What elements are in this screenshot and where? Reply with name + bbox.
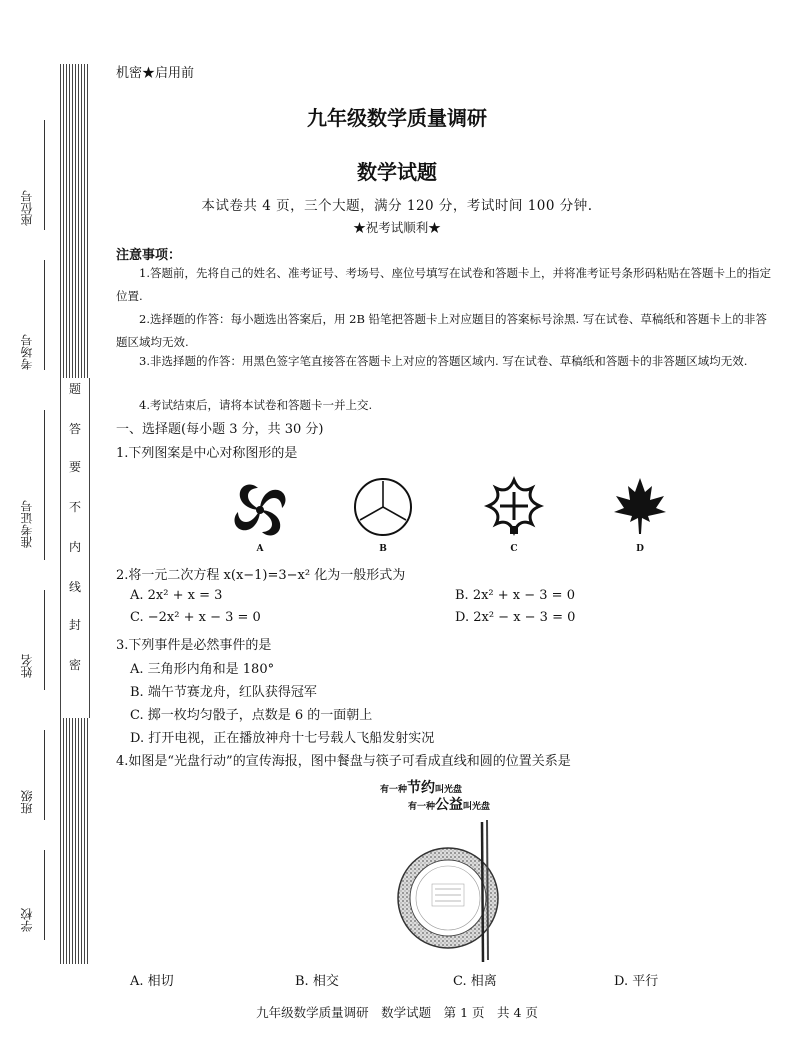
question-4-stem: 4.如图是“光盘行动”的宣传海报，图中餐盘与筷子可看成直线和圆的位置关系是 [116, 754, 571, 769]
option-d[interactable]: D. 平行 [614, 974, 659, 989]
note-item: 2.选择题的作答：每小题选出答案后，用 2B 铅笔把答题卡上对应题目的答案标号涂黑. 写在试卷、草稿纸和答题卡上的非答题区域均无效. [116, 312, 767, 349]
seal-char: 答 [68, 422, 81, 436]
confidential-mark: 机密★启用前 [116, 66, 195, 81]
seal-char: 封 [68, 618, 81, 632]
ticket-number-field[interactable] [44, 410, 45, 560]
class-field[interactable] [44, 730, 45, 820]
option-b[interactable]: B. 2x² + x − 3 = 0 [455, 588, 575, 603]
option-b[interactable]: B. 相交 [295, 974, 339, 989]
name-label: 姓名 [20, 654, 34, 678]
option-c[interactable]: C. −2x² + x − 3 = 0 [130, 610, 261, 625]
question-2-stem: 2.将一元二次方程 x(x−1)=3−x² 化为一般形式为 [116, 568, 406, 583]
option-a[interactable]: A. 2x² + x = 3 [130, 588, 223, 603]
poster-line-2: 有一种公益叫光盘 [408, 797, 491, 813]
note-item: 4.考试结束后，请将本试卷和答题卡一并上交. [139, 398, 373, 412]
figure-a-pattern [230, 480, 290, 540]
question-3-stem: 3.下列事件是必然事件的是 [116, 638, 272, 653]
exam-room-label: 考场号 [20, 334, 34, 370]
option-d[interactable]: D. 2x² − x − 3 = 0 [455, 610, 576, 625]
section-heading: 一、选择题(每小题 3 分，共 30 分) [116, 422, 324, 437]
seal-char: 内 [68, 540, 81, 554]
figure-label: D [636, 544, 644, 554]
option-c[interactable]: C. 相离 [453, 974, 497, 989]
option-b[interactable]: B. 端午节赛龙舟，红队获得冠军 [130, 685, 317, 700]
option-a[interactable]: A. 相切 [130, 974, 174, 989]
option-a[interactable]: A. 三角形内角和是 180° [130, 662, 275, 677]
plate-and-chopsticks-image [390, 820, 510, 965]
good-luck-line: ★祝考试顺利★ [353, 220, 441, 235]
option-c[interactable]: C. 掷一枚均匀骰子，点数是 6 的一面朝上 [130, 708, 373, 723]
seal-char: 要 [68, 460, 81, 474]
figure-d-maple-leaf [612, 476, 668, 536]
class-label: 班级 [20, 790, 34, 814]
figure-label: B [379, 544, 387, 554]
seat-number-label: 座位号 [20, 190, 34, 226]
ticket-number-label: 准考证号 [20, 500, 34, 548]
exam-info: 本试卷共 4 页，三个大题，满分 120 分，考试时间 100 分钟. [201, 198, 593, 214]
school-field[interactable] [44, 850, 45, 940]
figure-label: C [510, 544, 518, 554]
poster-line-1: 有一种节约叫光盘 [380, 780, 463, 796]
figure-label: A [256, 544, 264, 554]
seal-char: 不 [68, 500, 81, 514]
page-title: 九年级数学质量调研 [307, 106, 487, 130]
page-subtitle: 数学试题 [357, 160, 437, 184]
school-label: 学校 [20, 908, 34, 932]
note-item: 3.非选择题的作答：用黑色签字笔直接答在答题卡上对应的答题区域内. 写在试卷、草稿纸和答题卡的非答题区域均无效. [139, 354, 748, 368]
notes-heading: 注意事项： [116, 248, 182, 263]
figure-c-snowflake [482, 474, 546, 538]
figure-b-star-circle [352, 476, 414, 538]
exam-room-field[interactable] [44, 260, 45, 370]
name-field[interactable] [44, 590, 45, 690]
question-1-stem: 1.下列图案是中心对称图形的是 [116, 446, 298, 461]
note-item: 1.答题前，先将自己的姓名、准考证号、考场号、座位号填写在试卷和答题卡上，并将准考证号条形码粘贴在答题卡上的指定位置. [116, 266, 771, 303]
page-footer: 九年级数学质量调研 数学试题 第 1 页 共 4 页 [256, 1005, 538, 1020]
seal-char: 密 [68, 658, 81, 672]
option-d[interactable]: D. 打开电视，正在播放神舟十七号载人飞船发射实况 [130, 731, 435, 746]
seal-char: 题 [68, 382, 81, 396]
seal-char: 线 [68, 580, 81, 594]
